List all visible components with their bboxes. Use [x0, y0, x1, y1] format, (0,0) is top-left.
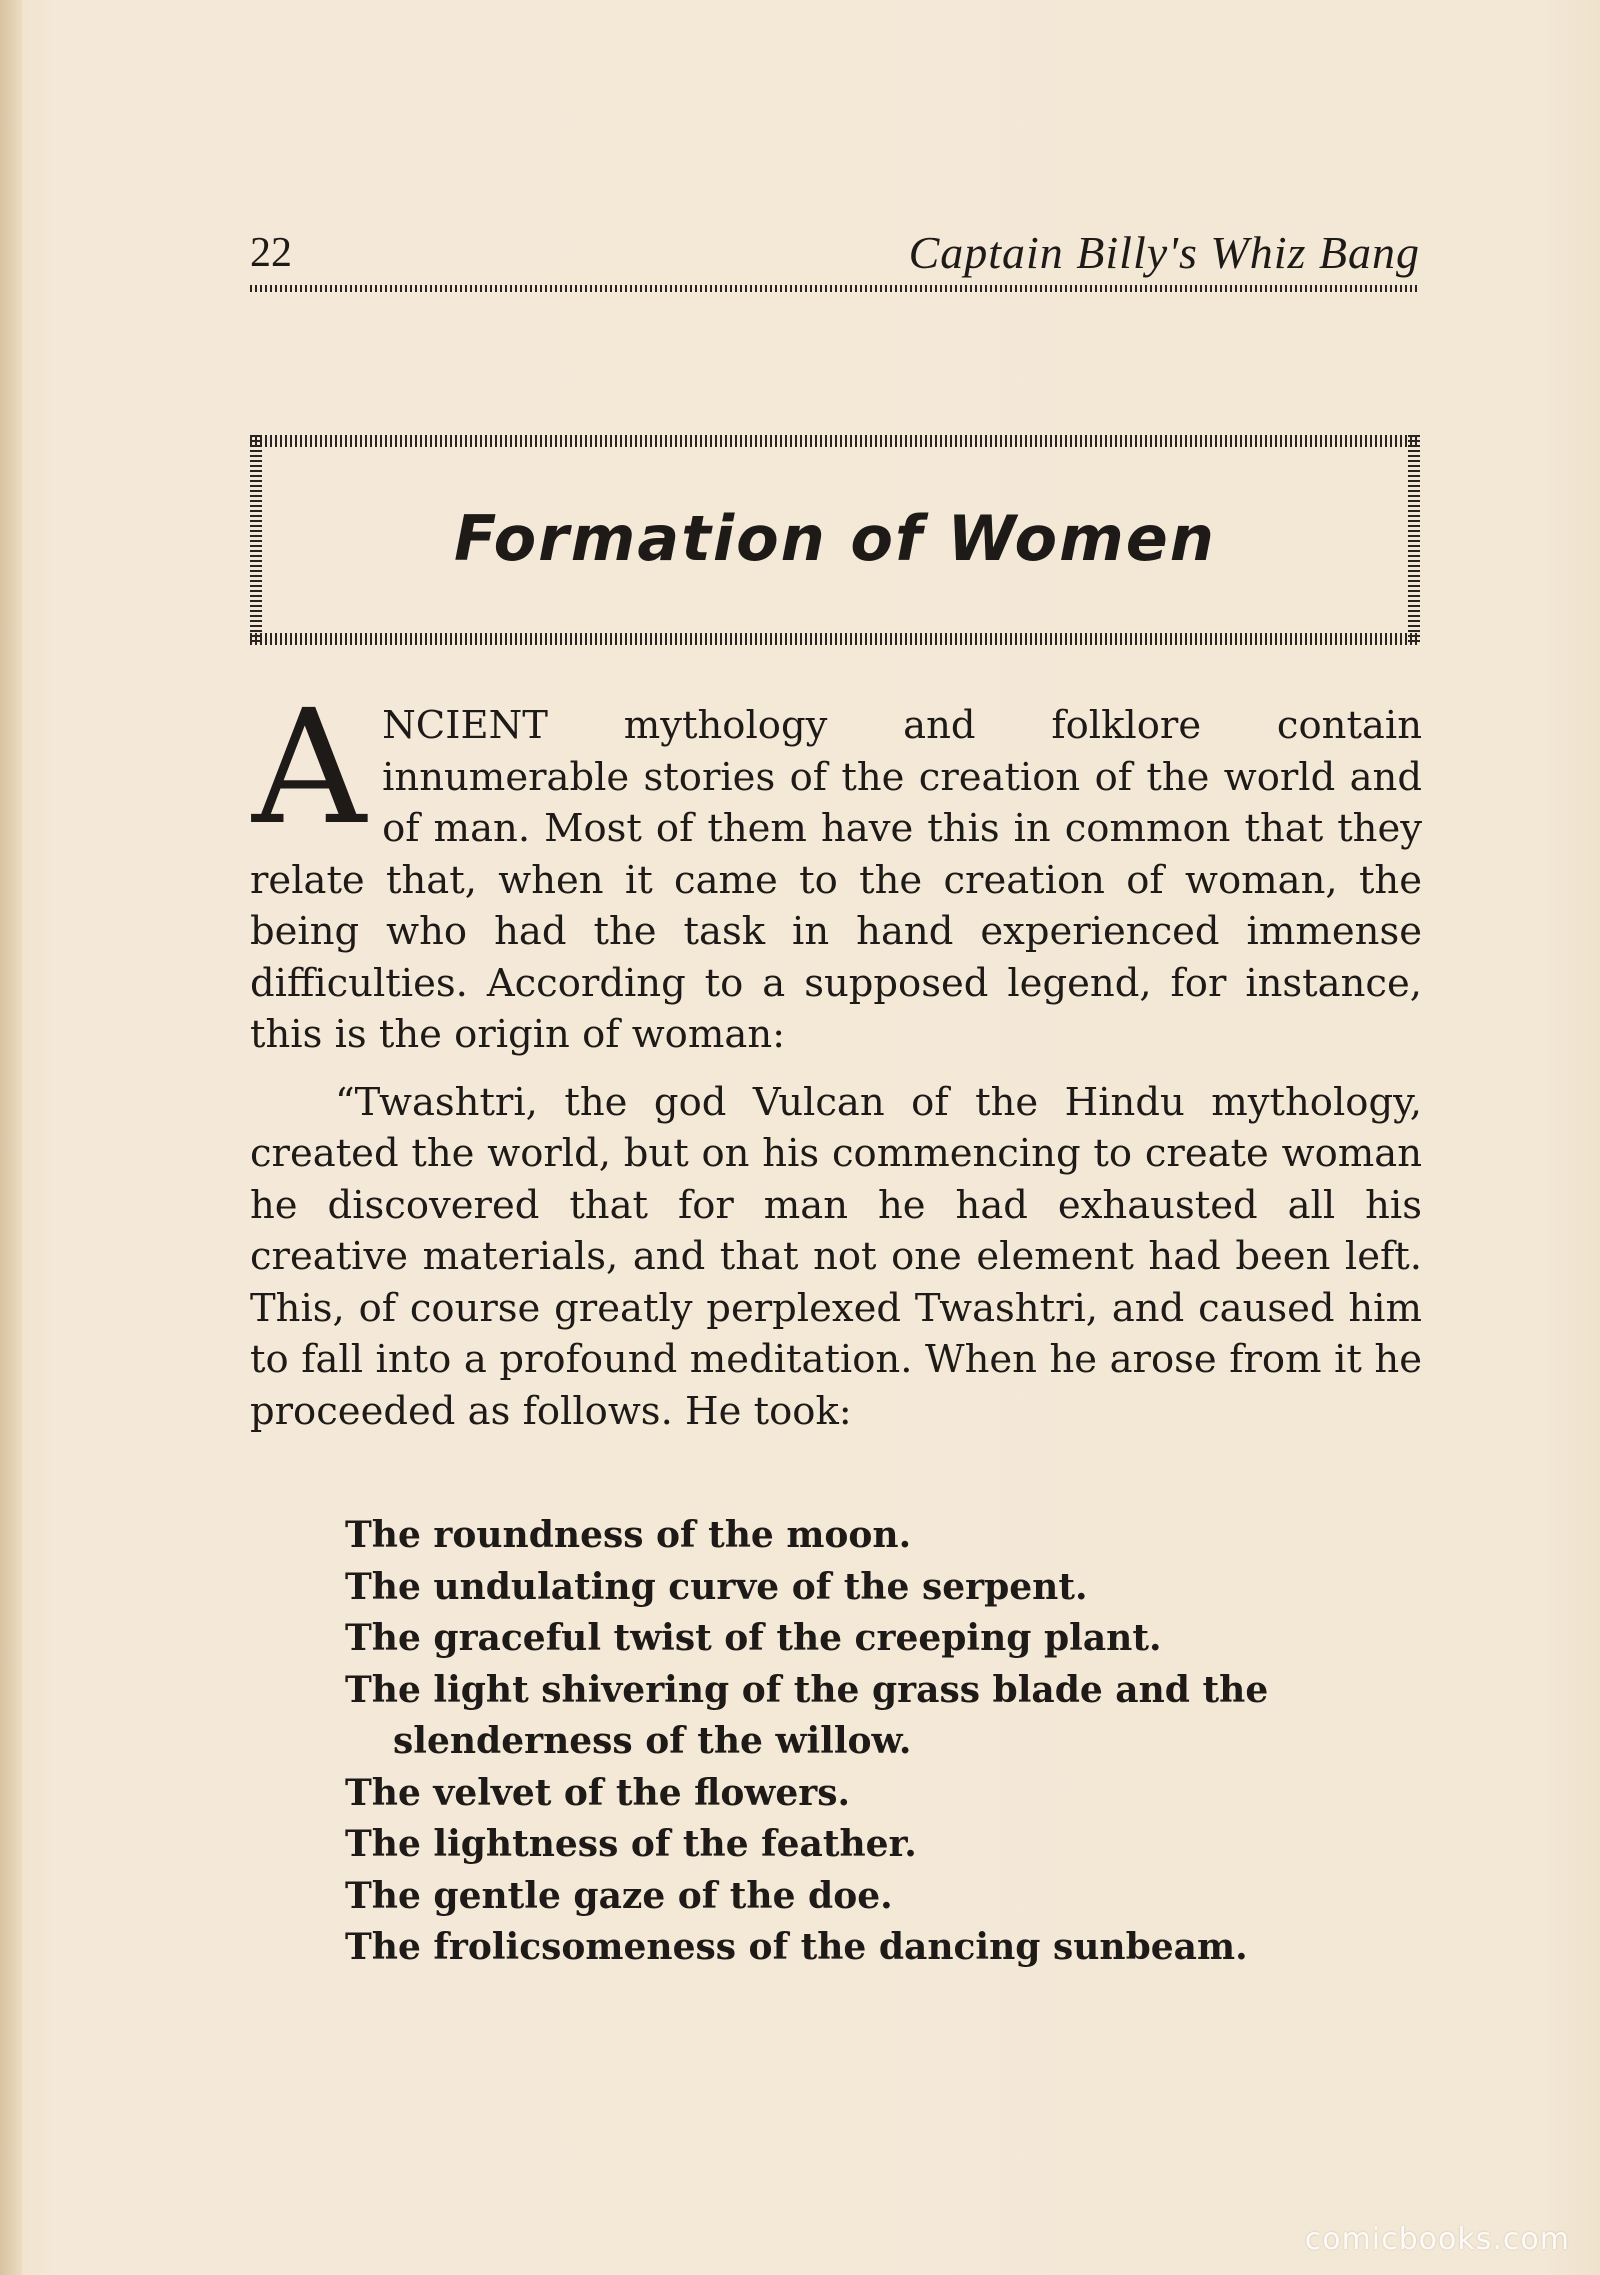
- running-head: [250, 228, 1420, 288]
- paragraph-1-text: NCIENT mythology and folklore contain innumerable stories of the creation of the world and of man. Most of them have this in common that they relate that, when it came to the creation of woman, the being who had the task in hand experienced immense difficulties. According to a supposed legend, for instance, this is the origin of woman:: [250, 703, 1422, 1057]
- list-item: The light shivering of the grass blade and the slenderness of the willow.: [345, 1668, 1269, 1762]
- page-edge: [0, 0, 22, 2275]
- list-item: The undulating curve of the serpent.: [345, 1565, 1088, 1608]
- list-item: The lightness of the feather.: [345, 1823, 917, 1865]
- watermark: comicbooks.com: [1304, 2222, 1570, 2257]
- title-box-border-top: [250, 435, 1420, 447]
- running-title: Captain Billy's Whiz Bang: [908, 227, 1420, 278]
- article-title: Formation of Women: [454, 502, 1216, 575]
- page-number: 22: [250, 230, 292, 276]
- title-box: [250, 435, 1420, 645]
- list-item: The frolicsomeness of the dancing sunbeam.: [345, 1926, 1248, 1968]
- drop-cap: A: [252, 676, 367, 860]
- paragraph-2: “Twashtri, the god Vulcan of the Hindu mythology, created the world, but on his commencing to create woman he discovered that for man he had exhausted all his creative materials, and that not one element had been left. This, of course greatly perplexed Twashtri, and caused him to fall into a profound meditation. When he arose from it he proceeded as follows. He took:: [250, 1079, 1422, 1434]
- list-item: The graceful twist of the creeping plant.: [345, 1617, 1162, 1659]
- paragraph-1: [250, 676, 1422, 1061]
- list-item: The velvet of the flowers.: [345, 1771, 851, 1814]
- list-item: The roundness of the moon.: [345, 1514, 912, 1556]
- list-item: The gentle gaze of the doe.: [345, 1874, 893, 1917]
- article-body: [250, 676, 1422, 1437]
- header-rule: [250, 285, 1420, 292]
- title-box-border-bottom: [250, 633, 1420, 645]
- ingredients-list: [345, 1510, 1385, 1974]
